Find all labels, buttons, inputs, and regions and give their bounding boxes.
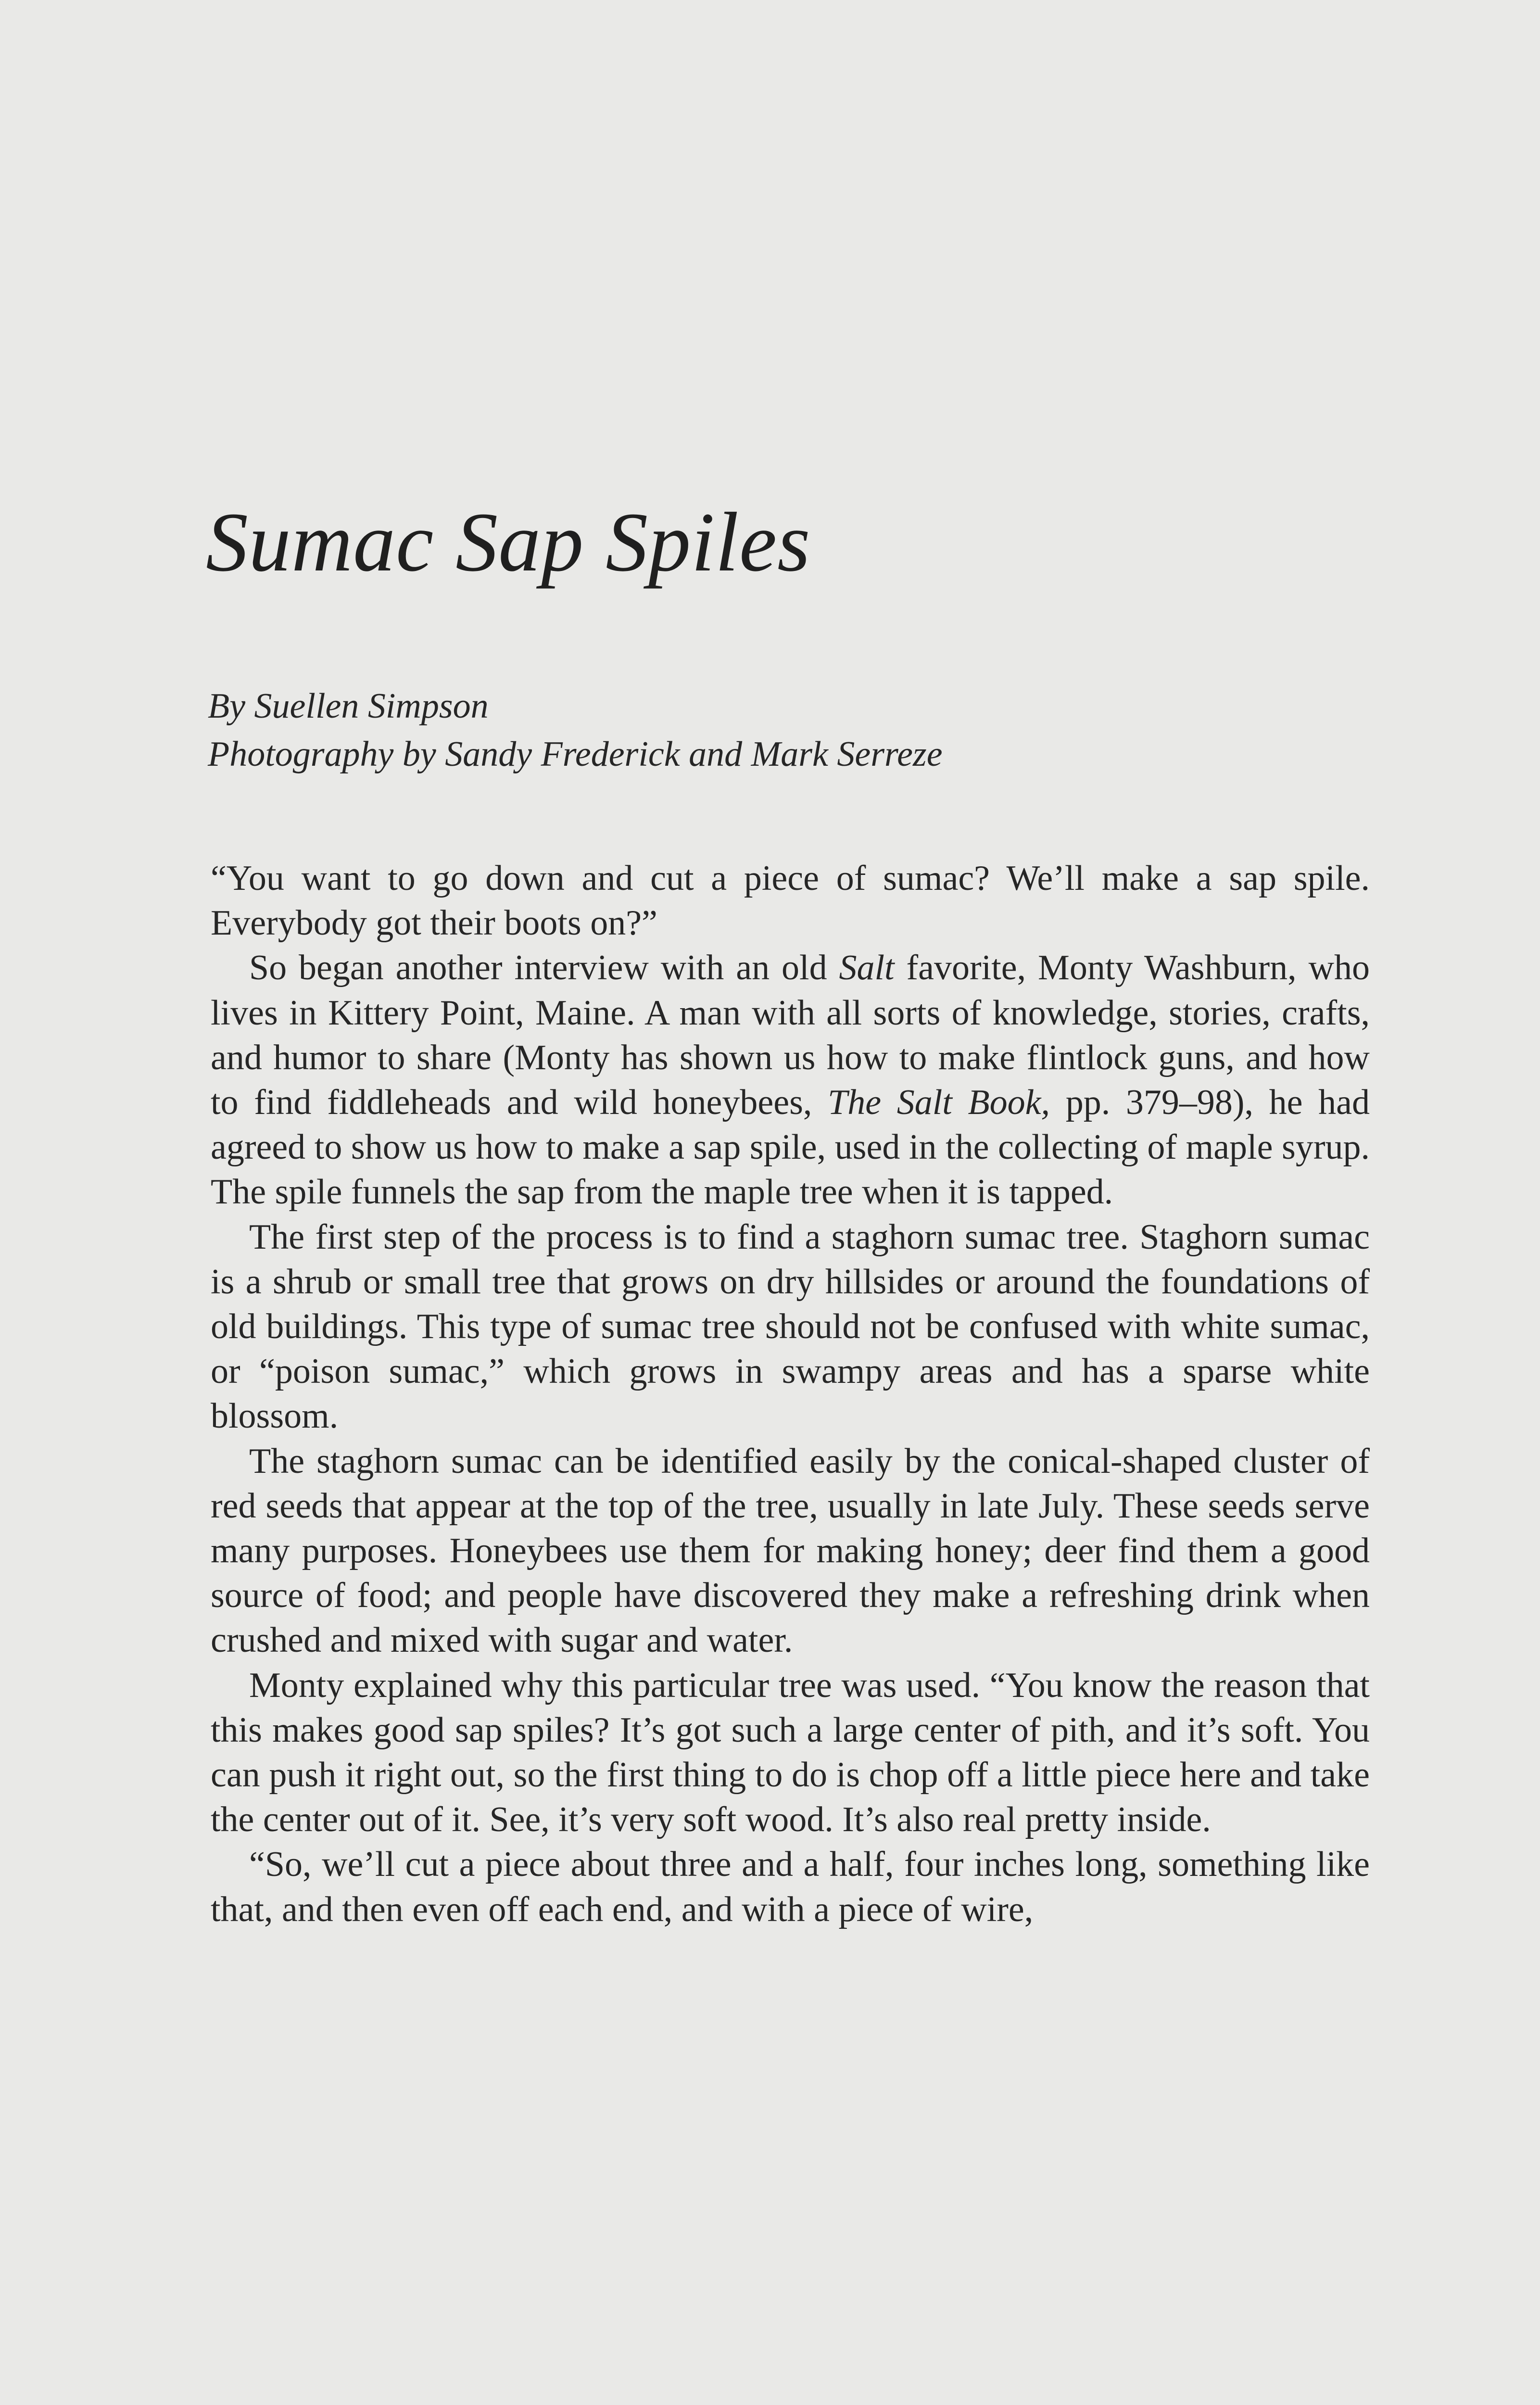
paragraph-4: The staghorn sumac can be identified easily by the conical-shaped cluster of red seeds that appear at the top of the tree, usually in late July. These seeds serve many purposes. Honeybees use them for making honey; deer find them a good source of food; and people have discovered they make a refreshing drink when crushed and mixed with sugar and water. [211, 1441, 1370, 1660]
paragraph-6: “So, we’ll cut a piece about three and a half, four inches long, something like that, and then even off each end, and with a piece of wire, [211, 1845, 1370, 1929]
author-credit: By Suellen Simpson [208, 686, 489, 726]
paragraph-2-text-a: So began another interview with an old [249, 948, 839, 988]
salt-magazine-title: Salt [839, 948, 895, 988]
paragraph-3: The first step of the process is to find a staghorn sumac tree. Staghorn sumac is a shrub or small tree that grows on dry hillsides or around the foundations of old buildings. This type of sumac tree should not be confused with white sumac, or “poison sumac,” which grows in swampy areas and has a sparse white blossom. [211, 1217, 1370, 1436]
paragraph-2-text-b: favorite, Monty Washburn, who lives in Kittery Point, Maine. A man with all sorts of knowledge, stories, crafts, and humor to share (Monty has shown us how to make flintlock guns, and how to find fiddleheads and wild honeybees, [211, 948, 1370, 1123]
photography-credit: Photography by Sandy Frederick and Mark Serreze [208, 734, 943, 774]
byline [208, 682, 943, 778]
paragraph-1: “You want to go down and cut a piece of sumac? We’ll make a sap spile. Everybody got their boots on?” [211, 859, 1370, 943]
paragraph-5: Monty explained why this particular tree was used. “You know the reason that this makes good sap spiles? It’s got such a large center of pith, and it’s soft. You can push it right out, so the first thing to do is chop off a little piece here and take the center out of it. See, it’s very soft wood. It’s also real pretty inside. [211, 1665, 1370, 1840]
paragraph-2-text-c: pp. 379–98), he had agreed to show us how to make a sap spile, used in the collecting of maple syrup. The spile funnels the sap from the maple tree when it is tapped. [211, 1083, 1370, 1212]
paragraph-2 [211, 946, 1370, 1215]
salt-book-title: The Salt Book, [828, 1083, 1050, 1123]
page-title: Sumac Sap Spiles [206, 495, 811, 589]
article-body [211, 856, 1370, 1932]
